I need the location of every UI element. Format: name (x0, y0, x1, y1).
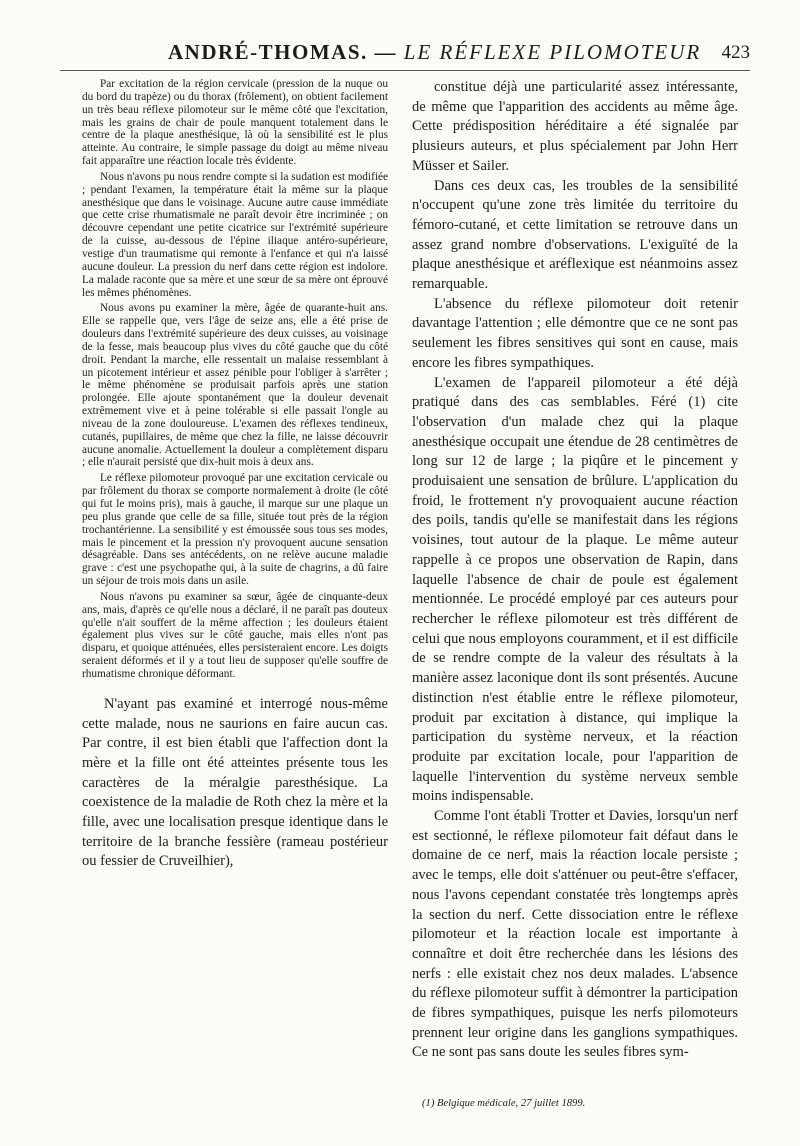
paragraph: Dans ces deux cas, les troubles de la sensibilité n'occupent qu'une zone très limitée du territoire du fémoro-cutané, et cette limitation se retrouve dans un assez grand nombre d'observations. L'exiguïté de la plaque anesthésique et aréflexique est néanmoins assez remarquable. (412, 177, 738, 293)
page-number: 423 (721, 42, 750, 63)
footnote: (1) Belgique médicale, 27 juillet 1899. (422, 1098, 586, 1109)
paragraph: L'absence du réflexe pilomoteur doit retenir davantage l'attention ; elle démontre que ce ne sont pas seulement les fibres sensitives qui sont en cause, mais encore les fibres sympathiques. (412, 295, 738, 371)
body-text-section (82, 695, 388, 872)
paragraph: Nous n'avons pu examiner sa sœur, âgée de cinquante-deux ans, mais, d'après ce qu'elle nous a déclaré, il ne paraît pas douteux qu'elle n'ait souffert de la même affection ; les douleurs étaient également plus vives sur le côté gauche, mais elles n'ont pas disparu, et quoique atténuées, elles persisteraient encore. Les doigts seraient déformés et il y a tout lieu de supposer qu'elle souffre de rhumatisme chronique déformant. (82, 590, 388, 680)
paragraph: N'ayant pas examiné et interrogé nous-même cette malade, nous ne saurions en faire aucun cas. Par contre, il est bien établi que l'affection dont la mère et la fille ont été atteintes présente tous les caractères de la méralgie paresthésique. La coexistence de la maladie de Roth chez la mère et la fille, avec une localisation presque identique dans le territoire de la branche fessière (rameau postérieur ou fessier de Cruveilhier), (82, 695, 388, 870)
paragraph: Nous avons pu examiner la mère, âgée de quarante-huit ans. Elle se rappelle que, vers l'âge de seize ans, elle a été prise de douleurs dans l'extrémité supérieure des deux cuisses, au voisinage de la fesse, mais beaucoup plus vives du côté gauche que du côté droit. Pendant la marche, elle ressentait un malaise ressemblant à un picotement intérieur et assez pénible pour l'obliger à s'arrêter ; le même phénomène se produisait parfois après une station prolongée. Elle ajoute spontanément que la douleur devenait extrêmement vive et à peine tolérable si elle passait l'ongle au niveau de la zone douloureuse. L'examen des réflexes tendineux, cutanés, pupillaires, de même que chez la fille, ne laisse découvrir aucune anomalie. Actuellement la douleur a complètement disparu ; elle n'aurait persisté que dix-huit mois à deux ans. (82, 302, 388, 469)
paragraph: Comme l'ont établi Trotter et Davies, lorsqu'un nerf est sectionné, le réflexe pilomoteur fait défaut dans le domaine de ce nerf, mais la réaction locale persiste ; avec le temps, elle doit s'atténuer ou peut-être s'effacer, nous l'avons cependant constatée très longtemps après la section du nerf. Cette dissociation entre le réflexe pilomoteur et la réaction locale est importante à connaître et doit être recherchée dans les lésions des nerfs : elle existait chez nos deux malades. L'absence du réflexe pilomoteur suffit à démontrer la participation de fibres sympathiques, puisque les nerfs pilomoteurs prennent leur origine dans les ganglions sympathiques. Ce ne sont pas sans doute les seules fibres sym- (412, 808, 738, 1061)
left-column (82, 78, 388, 872)
running-header (60, 38, 750, 71)
article-subject: LE RÉFLEXE PILOMOTEUR (403, 40, 702, 64)
paragraph: Par excitation de la région cervicale (pression de la nuque ou du bord du trapèze) ou du thorax (frôlement), on obtient facilement un très beau réflexe pilomoteur sur le même côté que l'excitation, mais les grains de chair de poule manquent totalement dans le centre de la plaque anesthésique, là où la sensibilité est le plus atteinte. Au contraire, le simple passage du doigt au même niveau fait apparaître une réaction locale très évidente. (82, 78, 388, 168)
paragraph-continued: constitue déjà une particularité assez intéressante, de même que l'apparition des accidents au même âge. Cette prédisposition héréditaire a été signalée par plusieurs auteurs, et plus spécialement par John Herr Müsser et Sailer. (412, 79, 738, 174)
small-print-section (82, 78, 388, 681)
running-title (168, 40, 701, 65)
paragraph: Le réflexe pilomoteur provoqué par une excitation cervicale ou par frôlement du thorax se comporte normalement à droite (le côté qui fut le moins pris), mais à gauche, il marque sur une plaque un peu plus grande que celle de sa fille, située tout près de la région trochantérienne. La sensibilité y est émoussée sous tous ses modes, mais le pincement et la pression n'y provoquent aucune sensation désagréable. Dans ses antécédents, on ne relève aucune maladie grave : c'est une psychopathe qui, à la suite de chagrins, a dû faire un séjour de trois mois dans un asile. (82, 472, 388, 588)
paragraph: L'examen de l'appareil pilomoteur a été déjà pratiqué dans des cas semblables. Féré (1) cite l'observation d'un malade chez qui la plaque anesthésique occupait une étendue de 28 centimètres de long sur 12 de large ; la piqûre et le pincement y produisaient une sensation de brûlure. L'application du froid, le frottement n'y provoquaient aucune réaction des poils, tandis qu'elle se manifestait dans les régions voisines, tout autour de la plaque. Le même auteur rappelle à ce propos une observation de Rapin, dans laquelle l'absence de chair de poule est également mentionnée. Le procédé employé par ces auteurs pour rechercher le réflexe pilomoteur est très différent de celui que nous employons couramment, et il est difficile de se rendre compte de la valeur des résultats à la manière assez laconique dont ils sont présentés. Aucune distinction n'est établie entre le réflexe pilomoteur, produit par excitation à distance, qui implique la participation du système nerveux, et la réaction produite par excitation locale, pour l'apparition de laquelle l'intervention du système nerveux semble moins indispensable. (412, 374, 738, 805)
right-column (412, 78, 738, 1063)
paragraph: Nous n'avons pu nous rendre compte si la sudation est modifiée ; pendant l'examen, la température était la même sur la plaque anesthésique que dans le voisinage. Aucune autre cause immédiate que cette crise rhumatismale ne paraît devoir être incriminée ; on découvre cependant une petite cicatrice sur l'extrémité supérieure de la cuisse, au-dessous de l'épine iliaque antéro-supérieure, vestige d'un traumatisme qui remonte à l'enfance et qui n'a laissé aucune douleur. La pression du nerf dans cette région est indolore. La malade raconte que sa mère et une sœur de sa mère ont éprouvé les mêmes phénomènes. (82, 170, 388, 299)
author-name: ANDRÉ-THOMAS. — (168, 40, 398, 64)
